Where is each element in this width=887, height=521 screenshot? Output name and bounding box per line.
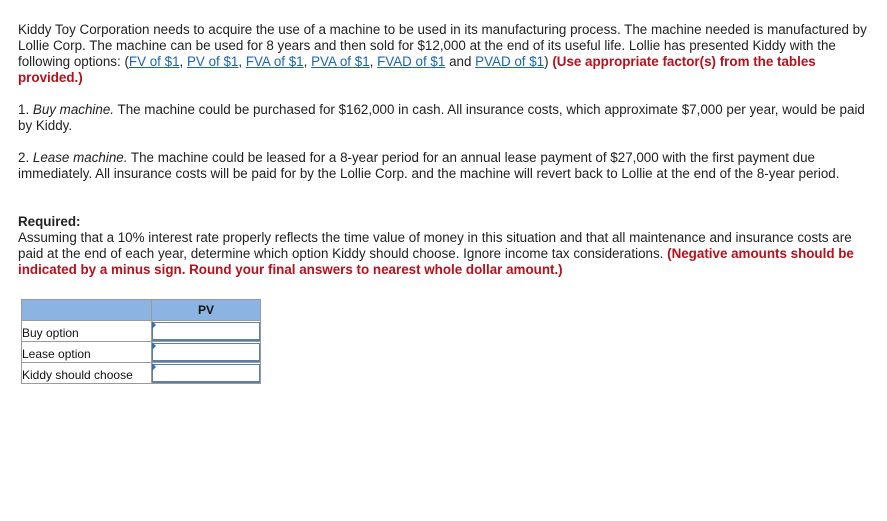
link-pva-of-1[interactable]: PVA of $1	[311, 54, 370, 69]
required-heading: Required:	[18, 214, 81, 229]
required-paragraph	[18, 214, 868, 278]
lease-option-cell	[152, 342, 261, 363]
required-instruction: (Negative amounts should be indicated by a minus sign. Round your final answers to nearest whole dollar amount.)	[18, 246, 854, 277]
required-text: Assuming that a 10% interest rate properly reflects the time value of money in this situation and that all maintenance and insurance costs are paid at the end of each year, determine which option Kiddy should choose. Ignore income tax considerations.	[18, 230, 852, 261]
table-header-row	[22, 300, 261, 321]
intro-paragraph	[18, 22, 868, 86]
table-row-kiddy-should-choose	[22, 363, 261, 384]
input-marker-icon	[152, 363, 156, 371]
row-label-lease-option: Lease option	[22, 342, 152, 363]
table-row-lease-option	[22, 342, 261, 363]
kiddy-should-choose-cell	[152, 363, 261, 384]
link-pv-of-1[interactable]: PV of $1	[186, 54, 239, 69]
separator: ,	[369, 54, 378, 69]
buy-machine-title: Buy machine.	[32, 102, 115, 117]
row-label-kiddy-should-choose: Kiddy should choose	[22, 363, 152, 384]
item-number: 1.	[18, 102, 33, 117]
answer-table	[21, 299, 261, 384]
buy-option-cell	[152, 321, 261, 342]
buy-machine-paragraph	[18, 102, 868, 134]
row-label-buy-option: Buy option	[22, 321, 152, 342]
input-marker-icon	[152, 321, 156, 329]
table-header-pv: PV	[152, 300, 261, 321]
separator: )	[544, 54, 553, 69]
link-pvad-of-1[interactable]: PVAD of $1	[475, 54, 545, 69]
lease-option-pv-input[interactable]	[152, 343, 260, 362]
item-number: 2.	[18, 150, 33, 165]
link-fv-of-1[interactable]: FV of $1	[128, 54, 180, 69]
lease-machine-title: Lease machine.	[32, 150, 128, 165]
separator: and	[445, 54, 476, 69]
separator: ,	[303, 54, 312, 69]
buy-machine-text: The machine could be purchased for $162,000 in cash. All insurance costs, which approximate $7,000 per year, would be paid by Kiddy.	[18, 102, 865, 133]
input-marker-icon	[152, 342, 156, 350]
buy-option-pv-input[interactable]	[152, 322, 260, 341]
separator: ,	[238, 54, 246, 69]
link-fvad-of-1[interactable]: FVAD of $1	[377, 54, 446, 69]
intro-instruction: (Use appropriate factor(s) from the tables provided.)	[18, 54, 816, 85]
intro-text: Kiddy Toy Corporation needs to acquire the use of a machine to be used in its manufacturing process. The machine needed is manufactured by Lollie Corp. The machine can be used for 8 years and then sold for $12,000 at the end of its useful life. Lollie has presented Kiddy with the following options: (	[18, 22, 867, 69]
link-fva-of-1[interactable]: FVA of $1	[245, 54, 304, 69]
separator: ,	[179, 54, 187, 69]
table-header-corner	[22, 300, 152, 321]
table-row-buy-option	[22, 321, 261, 342]
kiddy-should-choose-input[interactable]	[152, 364, 260, 383]
lease-machine-paragraph	[18, 150, 868, 182]
lease-machine-text: The machine could be leased for a 8-year period for an annual lease payment of $27,000 with the first payment due immediately. All insurance costs will be paid for by the Lollie Corp. and the machine will revert back to Lollie at the end of the 8-year period.	[18, 150, 840, 181]
